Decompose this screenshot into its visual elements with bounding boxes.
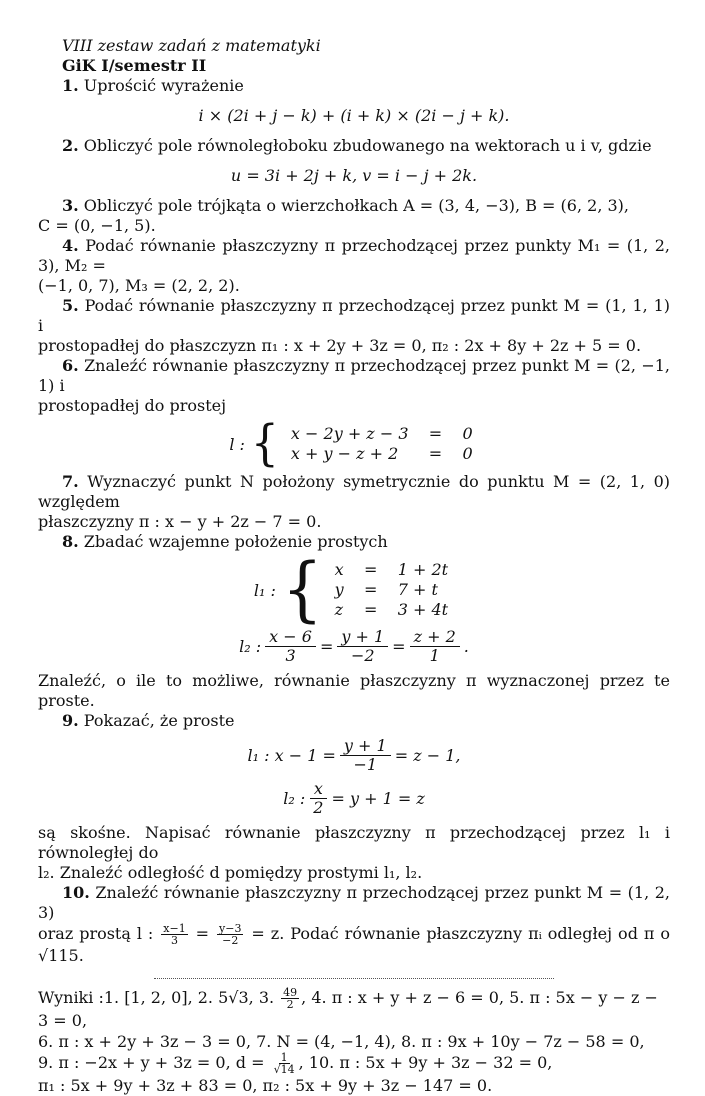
left-brace: { — [250, 415, 279, 472]
system-row — [329, 560, 454, 580]
text-part: oraz prostą l : — [38, 924, 154, 943]
line-label: l₂ : — [239, 637, 262, 656]
fraction — [337, 628, 388, 665]
problem-10 — [38, 883, 670, 923]
problem-text: Znaleźć równanie płaszczyzny π przechodzącej przez punkt M = (1, 2, 3) — [38, 883, 670, 922]
problem-text: Zbadać wzajemne położenie prostych — [83, 532, 388, 551]
rhs: 0 — [462, 444, 473, 463]
text-part: = z. Podać równanie płaszczyzny πᵢ odległej od π o √115. — [38, 924, 670, 965]
problem-text-line: Znaleźć, o ile to możliwe, równanie płaszczyzny π wyznaczonej przez te proste. — [38, 671, 670, 710]
system-row — [329, 600, 454, 620]
equals: = — [428, 424, 443, 443]
dotted-separator — [154, 978, 554, 979]
problem-text: Podać równanie płaszczyzny π przechodzącej przez punkty M₁ = (1, 2, 3), M₂ = — [38, 236, 670, 275]
problem-text-line: są skośne. Napisać równanie płaszczyzny π przechodzącej przez l₁ i równoległej do — [38, 823, 670, 862]
equals: = — [392, 637, 406, 656]
denominator: −2 — [222, 934, 239, 947]
problem-text: Uprościć wyrażenie — [83, 76, 244, 95]
line-l1-system — [38, 549, 670, 631]
problem-9 — [38, 711, 670, 731]
numerator: x − 6 — [265, 628, 316, 647]
problem-number: 7. — [62, 472, 79, 491]
period: . — [463, 637, 469, 656]
line-l2-equation — [38, 628, 670, 665]
problem-number: 10. — [62, 883, 90, 902]
denominator: 3 — [170, 934, 178, 947]
problem-text-line: płaszczyzny π : x − y + 2z − 7 = 0. — [38, 512, 322, 531]
denominator: −2 — [350, 646, 375, 665]
problem-text: Wyznaczyć punkt N położony symetrycznie do punktu M = (2, 1, 0) względem — [38, 472, 670, 511]
system-row — [329, 580, 454, 600]
results-line: 6. π : x + 2y + 3z − 3 = 0, 7. N = (4, −1, 4), 8. π : 9x + 10y − 7z − 58 = 0, — [38, 1032, 645, 1051]
numerator: y−3 — [219, 922, 242, 935]
problem-number: 3. — [62, 196, 79, 215]
equation-part: l₂ : — [283, 789, 306, 808]
system-row — [285, 444, 479, 464]
fraction — [265, 628, 316, 665]
equation-system — [329, 560, 454, 620]
fraction — [272, 1052, 297, 1075]
results-text: Wyniki :1. [1, 2, 0], 2. 5√3, 3. — [38, 988, 280, 1007]
fraction — [340, 737, 391, 774]
problem-text-line: (−1, 0, 7), M₃ = (2, 2, 2). — [38, 276, 240, 295]
left-brace: { — [281, 549, 323, 631]
equation: i × (2i + j − k) + (i + k) × (2i − j + k). — [198, 106, 510, 125]
results-text: 9. π : −2x + y + 3z = 0, d = — [38, 1053, 270, 1072]
problem-number: 5. — [62, 296, 79, 315]
rhs: 3 + 4t — [397, 600, 449, 619]
equals: = — [319, 637, 334, 656]
fraction — [217, 923, 243, 946]
equation: u = 3i + 2j + k, v = i − j + 2k. — [230, 166, 478, 185]
equation-part: l₁ : x − 1 = — [247, 746, 336, 765]
fraction — [410, 628, 460, 665]
problem-4 — [38, 236, 670, 276]
line-label: l : — [229, 434, 245, 454]
equals: = — [364, 580, 378, 599]
equation-system — [285, 424, 479, 464]
lhs: x + y − z + 2 — [290, 444, 399, 463]
problem-5 — [38, 296, 670, 336]
numerator: y + 1 — [340, 737, 391, 756]
lhs: x − 2y + z − 3 — [290, 424, 409, 443]
equals: = — [195, 924, 210, 943]
numerator: y + 1 — [337, 628, 388, 647]
problem-number: 2. — [62, 136, 79, 155]
problem-text-line: prostopadłej do płaszczyzn π₁ : x + 2y + 3z = 0, π₂ : 2x + 8y + 2z + 5 = 0. — [38, 336, 642, 355]
equals: = — [364, 600, 378, 619]
document-subtitle: GiK I/semestr II — [62, 56, 207, 75]
problem-text: Obliczyć pole równoległoboku zbudowanego na wektorach u i v, gdzie — [83, 136, 652, 155]
problem-number: 6. — [62, 356, 79, 375]
numerator: 1 — [280, 1051, 288, 1064]
rhs: 1 + 2t — [397, 560, 449, 579]
problem-text: Pokazać, że proste — [83, 711, 235, 730]
denominator: √14 — [273, 1063, 295, 1076]
equals: = — [364, 560, 378, 579]
problem-text-line: C = (0, −1, 5). — [38, 216, 156, 235]
results-text: , 10. π : 5x + 9y + 3z − 32 = 0, — [298, 1053, 553, 1072]
lhs: y — [334, 580, 344, 599]
results-line: π₁ : 5x + 9y + 3z + 83 = 0, π₂ : 5x + 9y + 3z − 147 = 0. — [38, 1076, 493, 1095]
denominator: −1 — [353, 755, 378, 774]
equation-part: = z − 1, — [394, 746, 461, 765]
problem-text-line: l₂. Znaleźć odległość d pomiędzy prostymi l₁, l₂. — [38, 863, 423, 882]
fraction — [281, 987, 299, 1010]
line-label: l₁ : — [253, 580, 276, 600]
problem-text: Obliczyć pole trójkąta o wierzchołkach A = (3, 4, −3), B = (6, 2, 3), — [83, 196, 629, 215]
problem-number: 1. — [62, 76, 79, 95]
fraction — [309, 780, 327, 817]
results-text: , 4. π : x + y + z − 6 = 0, 5. π : 5x − y − z − 3 = 0, — [38, 988, 658, 1030]
problem-1 — [38, 76, 670, 96]
fraction — [161, 923, 187, 946]
problem-text: Znaleźć równanie płaszczyzny π przechodzącej przez punkt M = (2, −1, 1) i — [38, 356, 670, 395]
equals: = — [428, 444, 443, 463]
problem-7 — [38, 472, 670, 512]
results-line — [38, 1052, 670, 1075]
rhs: 0 — [462, 424, 473, 443]
numerator: z + 2 — [410, 628, 460, 647]
problem-2 — [38, 136, 670, 156]
problem-text-line — [38, 923, 670, 966]
numerator: 49 — [283, 986, 298, 999]
problem-8 — [38, 532, 670, 552]
denominator: 2 — [286, 998, 294, 1011]
rhs: 7 + t — [397, 580, 438, 599]
lhs: z — [334, 600, 344, 619]
problem-text: Podać równanie płaszczyzny π przechodzącej przez punkt M = (1, 1, 1) i — [38, 296, 670, 335]
denominator: 1 — [429, 646, 440, 665]
problem-6 — [38, 356, 670, 396]
denominator: 2 — [313, 798, 324, 817]
document-page — [38, 36, 670, 1096]
problem-text-line: prostopadłej do prostej — [38, 396, 227, 415]
document-title: VIII zestaw zadań z matematyki — [62, 36, 321, 55]
system-row — [285, 424, 479, 444]
line-l2-equation — [38, 780, 670, 817]
numerator: x−1 — [163, 922, 186, 935]
problem-number: 8. — [62, 532, 79, 551]
line-l1-equation — [38, 737, 670, 774]
numerator: x — [310, 780, 327, 799]
results-line — [38, 987, 670, 1031]
lhs: x — [334, 560, 344, 579]
results-block — [38, 987, 670, 1096]
problem-number: 9. — [62, 711, 79, 730]
problem-number: 4. — [62, 236, 79, 255]
line-system — [38, 415, 670, 472]
problem-3 — [38, 196, 670, 216]
equation-part: = y + 1 = z — [331, 789, 425, 808]
denominator: 3 — [285, 646, 296, 665]
